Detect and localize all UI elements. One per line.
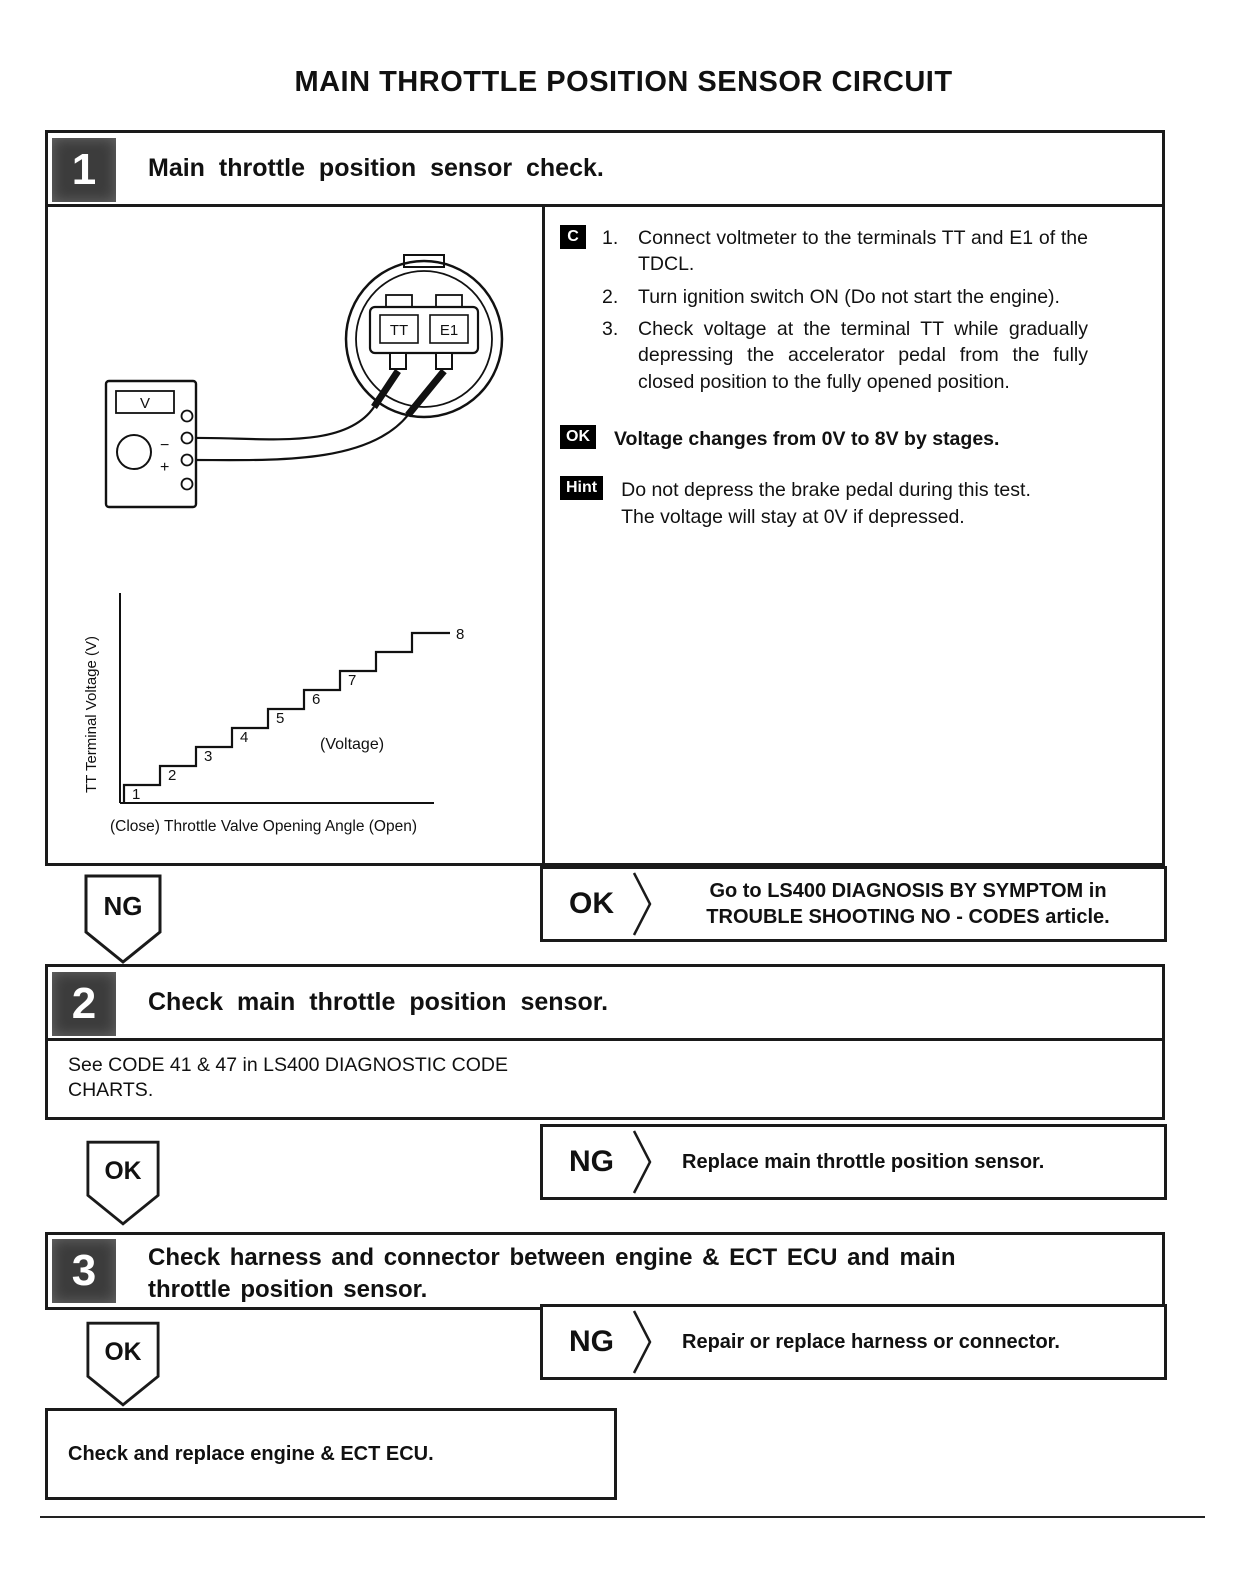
ok-label: OK [104, 1339, 142, 1367]
hint-row [560, 476, 1200, 530]
ok-result-line1: Go to LS400 DIAGNOSIS BY SYMPTOM in [709, 880, 1107, 902]
step3-title [148, 1235, 956, 1307]
terminal-e1-label: E1 [439, 322, 459, 339]
chevron-divider-icon [630, 869, 656, 939]
step1-box [45, 130, 1165, 866]
chart-x-axis-label: (Close) Throttle Valve Opening Angle (Open) [110, 818, 418, 835]
voltmeter [106, 381, 196, 507]
step2-ok-pentagon [86, 1140, 160, 1226]
ng-result-text: Replace main throttle position sensor. [682, 1151, 1045, 1173]
instruction-text: Check voltage at the terminal TT while gradually depressing the accelerator pedal from the fully closed position to the fully opened position. [638, 317, 1088, 393]
terminal-tt-label: TT [389, 322, 409, 339]
chart-step-label: 5 [276, 710, 285, 727]
connector-badge: C [560, 225, 586, 249]
step3-ng-result-bar [540, 1304, 1167, 1380]
hint-line2: The voltage will stay at 0V if depressed. [621, 505, 965, 528]
step1-header [48, 133, 1162, 207]
step2-ng-result-bar [540, 1124, 1167, 1200]
step2-body-line2: CHARTS. [68, 1079, 154, 1102]
ok-condition-row [560, 425, 1200, 452]
chevron-divider-icon [630, 1127, 656, 1197]
chart-step-label: 1 [132, 786, 141, 803]
chart-step-labels [132, 626, 464, 803]
step1-instructions-column [560, 225, 1200, 530]
voltage-staircase-chart [82, 579, 547, 857]
step1-ok-result-bar [540, 866, 1167, 942]
chevron-divider-icon [630, 1307, 656, 1377]
test-probes-and-wires [193, 371, 444, 460]
instruction-item [602, 316, 1088, 395]
chart-step-label: 3 [204, 748, 213, 765]
ok-condition-text: Voltage changes from 0V to 8V by stages. [614, 427, 1000, 450]
step1-ng-pentagon [84, 874, 162, 964]
ng-result-label: NG [569, 1325, 614, 1358]
ng-result-label: NG [569, 1145, 614, 1178]
ok-result-line2: TROUBLE SHOOTING NO - CODES article. [706, 906, 1110, 928]
instruction-item [602, 284, 1088, 310]
step2-body [68, 1053, 508, 1104]
tdcl-connector-voltmeter-diagram [56, 209, 576, 579]
chart-step-label: 8 [456, 626, 465, 643]
chart-annotation: (Voltage) [320, 736, 385, 753]
step3-box [45, 1232, 1165, 1310]
page-title: MAIN THROTTLE POSITION SENSOR CIRCUIT [294, 66, 953, 98]
step2-box [45, 964, 1165, 1120]
chart-step-label: 4 [240, 729, 249, 746]
ng-result-text: Repair or replace harness or connector. [682, 1331, 1060, 1353]
step2-title: Check main throttle position sensor. [148, 988, 609, 1016]
voltmeter-display-label: V [139, 395, 151, 412]
final-action-text: Check and replace engine & ECT ECU. [68, 1442, 434, 1465]
ok-badge: OK [560, 425, 596, 449]
ok-result-label: OK [569, 887, 614, 920]
step3-number-square: 3 [52, 1239, 116, 1303]
hint-badge: Hint [560, 476, 603, 500]
hint-text [621, 476, 1031, 530]
step1-title: Main throttle position sensor check. [148, 154, 604, 182]
step2-header [48, 967, 1162, 1041]
instruction-number: 3. [602, 317, 619, 340]
instruction-text: Connect voltmeter to the terminals TT and E1 of the TDCL. [638, 227, 1088, 276]
step3-title-line1: Check harness and connector between engine & ECT ECU and main [148, 1244, 956, 1271]
step3-title-line2: throttle position sensor. [148, 1276, 428, 1304]
voltmeter-minus-label: − [160, 437, 170, 454]
ok-result-text [666, 878, 1164, 930]
instruction-item [602, 225, 1088, 278]
instruction-number: 1. [602, 227, 619, 249]
hint-line1: Do not depress the brake pedal during this test. [621, 479, 1031, 502]
final-action-box [45, 1408, 617, 1500]
step1-number-square: 1 [52, 138, 116, 202]
chart-step-label: 2 [168, 767, 177, 784]
instruction-list [602, 225, 1088, 401]
step3-ok-pentagon [86, 1320, 160, 1408]
step2-number-square: 2 [52, 972, 116, 1036]
voltmeter-plus-label: + [160, 459, 170, 476]
page-bottom-rule [40, 1516, 1205, 1518]
instruction-text: Turn ignition switch ON (Do not start the engine). [638, 285, 1060, 308]
chart-step-label: 6 [312, 691, 321, 708]
ng-label: NG [103, 891, 143, 921]
chart-y-axis-label: TT Terminal Voltage (V) [83, 635, 100, 793]
instruction-number: 2. [602, 285, 619, 308]
chart-step-label: 7 [348, 672, 357, 689]
step2-body-line1: See CODE 41 & 47 in LS400 DIAGNOSTIC CODE [68, 1054, 509, 1076]
ok-label: OK [104, 1158, 142, 1186]
